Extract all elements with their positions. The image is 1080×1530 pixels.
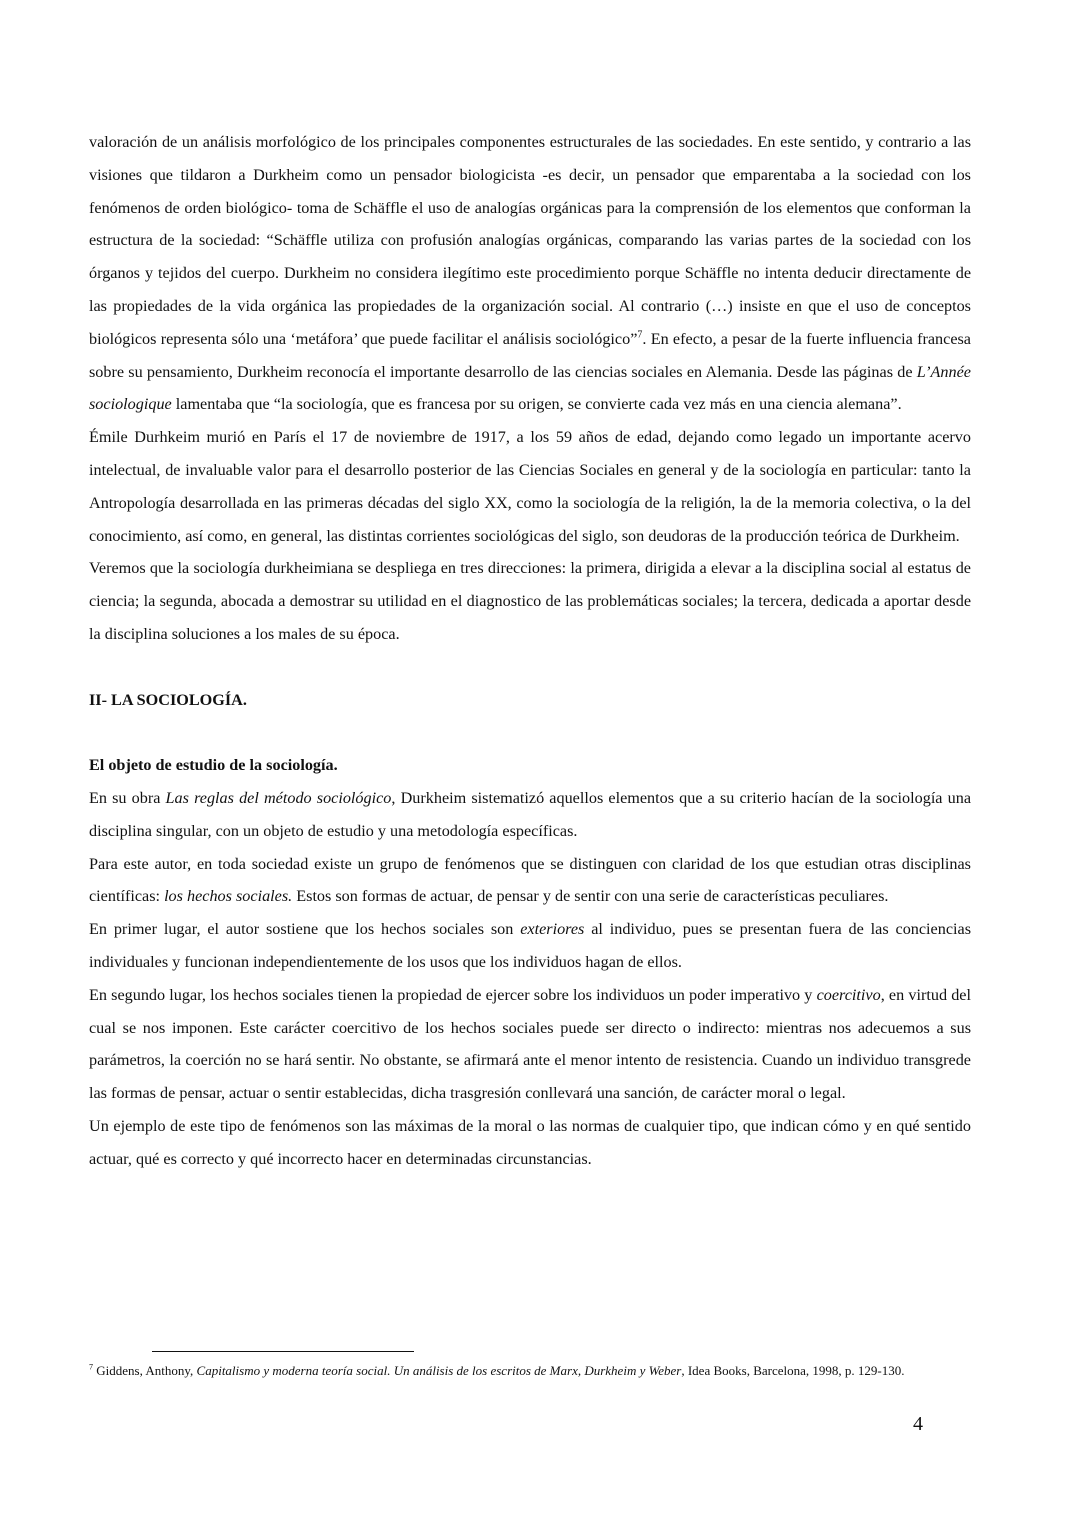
book-title: Las reglas del método sociológico: [165, 788, 392, 807]
paragraph-death: Émile Durhkeim murió en París el 17 de noviembre de 1917, a los 59 años de edad, dejando como legado un importante acervo intelectual, de invaluable valor para el desarrollo posterior de las Ciencias Sociales en general y de la sociología en particular: tanto la Antropología desarrollada en las primeras décadas del siglo XX, como la sociología de la religión, la de la memoria colectiva, o la del conocimiento, así como, en general, las distintas corrientes sociológicas del siglo, son deudoras de la producción teórica de Durkheim.: [89, 428, 971, 545]
footnote-book-title: Capitalismo y moderna teoría social. Un análisis de los escritos de Marx, Durkheim y Weber: [196, 1363, 682, 1378]
paragraph-directions: Veremos que la sociología durkheimiana se despliega en tres direcciones: la primera, dirigida a elevar a la disciplina social al estatus de ciencia; la segunda, abocada a demostrar su utilidad en el diagnostico de las problemáticas sociales; la tercera, dedicada a aportar desde la disciplina soluciones a los males de su época.: [89, 559, 971, 643]
paragraph-text: al individuo, pues se presentan fuera de las conciencias individuales y funcionan independientemente de los usos que los individuos hagan de ellos.: [89, 920, 972, 971]
footnote: [89, 1362, 971, 1380]
subheading: El objeto de estudio de la sociología.: [89, 756, 338, 775]
footnote-text: , Idea Books, Barcelona, 1998, p. 129-130.: [681, 1363, 905, 1378]
paragraph-text: Estos son formas de actuar, de pensar y de sentir con una serie de características peculiares.: [292, 887, 889, 906]
paragraph-rules: [89, 782, 971, 848]
paragraph-social-facts: [89, 848, 971, 914]
footnote-text: Giddens, Anthony,: [93, 1363, 197, 1378]
paragraph-coercive: [89, 979, 971, 1110]
paragraph-text: lamentaba que “la sociología, que es francesa por su origen, se convierte cada vez más en una ciencia alemana”.: [171, 395, 902, 414]
paragraph-text: Para este autor, en toda sociedad existe un grupo de fenómenos que se distinguen con claridad de los que estudian otras disciplinas científicas:: [89, 854, 971, 906]
paragraph-text: En segundo lugar, los hechos sociales tienen la propiedad de ejercer sobre los individuos un poder imperativo y: [89, 985, 817, 1004]
paragraph-text: En primer lugar, el autor sostiene que los hechos sociales son: [89, 920, 521, 939]
body-text: [89, 126, 971, 1176]
paragraph-text: , Durkheim sistematizó aquellos elementos que a su criterio hacían de la sociología una disciplina singular, con un objeto de estudio y una metodología específicas.: [89, 788, 972, 840]
paragraph-text: , en virtud del cual se nos imponen. Este carácter coercitivo de los hechos sociales puede ser directo o indirecto: mientras nos adecuemos a sus parámetros, la coerción no se hará sentir. No obstante, se afirmará ante el menor intento de resistencia. Cuando un individuo transgrede las formas de pensar, actuar o sentir establecidas, dicha trasgresión conllevará una sanción, de carácter moral o legal.: [89, 985, 971, 1103]
emphasis-text: los hechos sociales.: [164, 887, 293, 906]
section-heading: II- LA SOCIOLOGÍA.: [89, 690, 247, 709]
paragraph-text: valoración de un análisis morfológico de los principales componentes estructurales de las sociedades. En este sentido, y contrario a las visiones que tildaron a Durkheim como un pensador biologicista -es decir, un pensador que emparentaba a la sociedad con los fenómenos de orden biológico- toma de Schäffle el uso de analogías orgánicas para la comprensión de los elementos que conforman la estructura de la sociedad: “Schäffle utiliza con profusión analogías orgánicas, comparando las varias partes de la sociedad con los órganos y tejidos del cuerpo. Durkheim no considera ilegítimo este procedimiento porque Schäffle no intenta deducir directamente de las propiedades de la vida orgánica las propiedades de la organización social. Al contrario (…) insiste en que el uso de conceptos biológicos representa sólo una ‘metáfora’ que puede facilitar el análisis sociológico”: [89, 133, 971, 348]
journal-title: L’Année sociologique: [89, 362, 971, 414]
footnote-reference: 7: [637, 329, 643, 341]
emphasis-text: exteriores: [520, 920, 585, 939]
emphasis-text: coercitivo: [816, 985, 881, 1004]
page-number: 4: [913, 1413, 923, 1435]
paragraph-morphology: [89, 126, 971, 421]
paragraph-exterior: [89, 913, 971, 979]
paragraph-text: En su obra: [89, 788, 166, 807]
footnote-number: 7: [89, 1362, 93, 1372]
footnote-separator: [152, 1351, 414, 1352]
paragraph-example: Un ejemplo de este tipo de fenómenos son las máximas de la moral o las normas de cualquier tipo, que indican cómo y en qué sentido actuar, qué es correcto y qué incorrecto hacer en determinadas circunstancias.: [89, 1116, 971, 1168]
paragraph-text: . En efecto, a pesar de la fuerte influencia francesa sobre su pensamiento, Durkheim reconocía el importante desarrollo de las ciencias sociales en Alemania. Desde las páginas de: [89, 329, 971, 381]
